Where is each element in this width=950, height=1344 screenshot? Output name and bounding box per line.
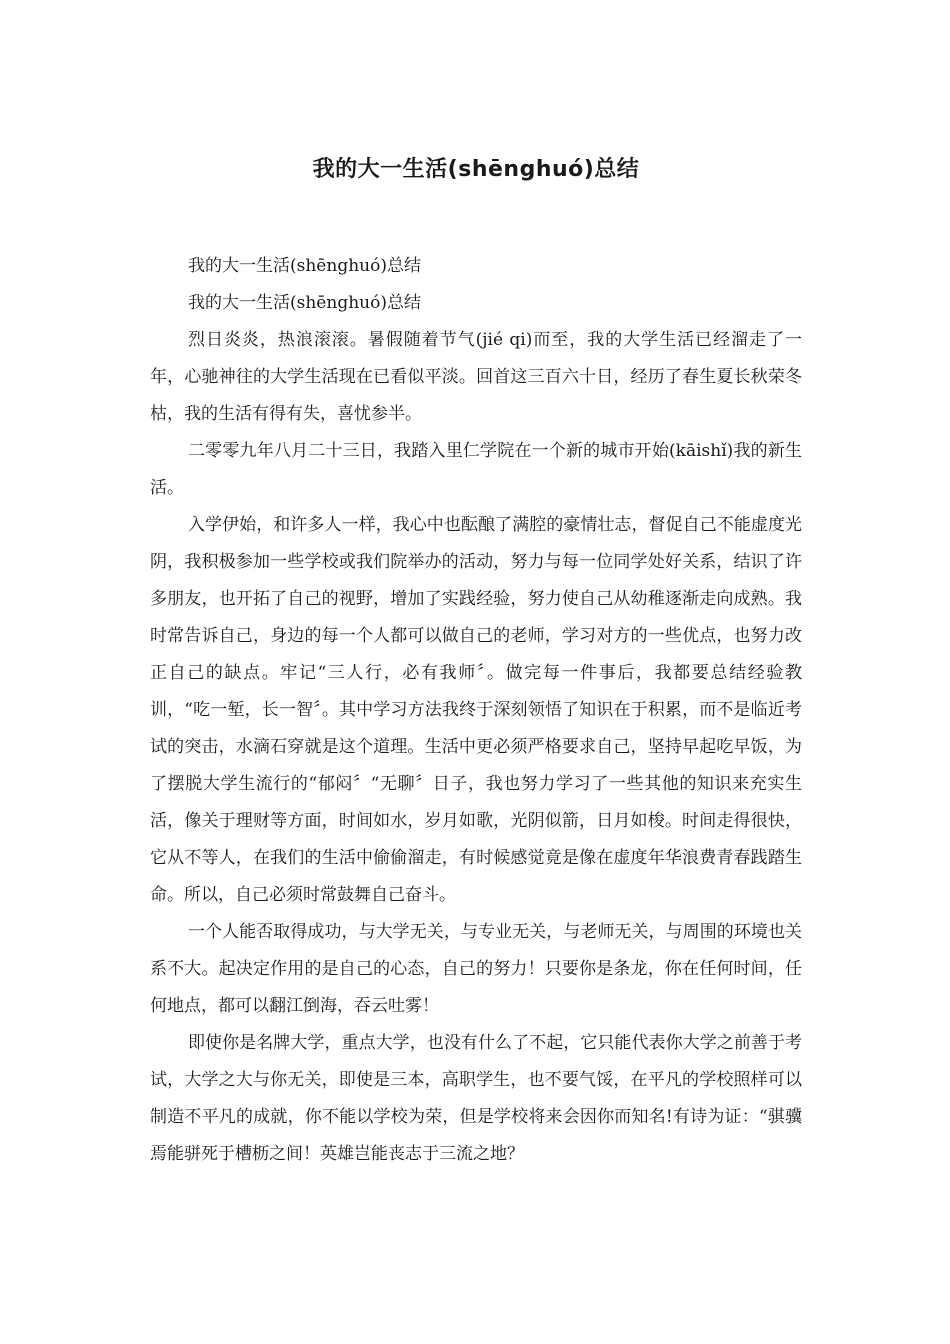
paragraph-arrival: 二零零九年八月二十三日，我踏入里仁学院在一个新的城市开始(kāishǐ)我的新生活。 [150, 441, 802, 498]
paragraph-subtitle-1: 我的大一生活(shēnghuó)总结 [188, 256, 421, 276]
paragraph-success: 一个人能否取得成功，与大学无关，与专业无关，与老师无关，与周围的环境也关系不大。起决定作用的是自己的心态，自己的努力！只要你是条龙，你在任何时间，任何地点，都可以翻江倒海，吞云吐雾！ [150, 922, 802, 1016]
paragraph-subtitle-2: 我的大一生活(shēnghuó)总结 [188, 293, 421, 313]
paragraph-intro: 烈日炎炎，热浪滚滚。暑假随着节气(jié qi)而至，我的大学生活已经溜走了一年，心驰神往的大学生活现在已看似平淡。回首这三百六十日，经历了春生夏长秋荣冬枯，我的生活有得有失，喜忧参半。 [150, 330, 802, 424]
paragraph-school-reputation: 即使你是名牌大学，重点大学，也没有什么了不起，它只能代表你大学之前善于考试，大学之大与你无关，即使是三本，高职学生，也不要气馁，在平凡的学校照样可以制造不平凡的成就，你不能以学校为荣，但是学校将来会因你而知名!有诗为证：“骐骥焉能骈死于槽枥之间！英雄岂能丧志于三流之地？ [150, 1033, 802, 1164]
document-title: 我的大一生活(shēnghuó)总结 [312, 157, 640, 182]
document-body [150, 248, 802, 1173]
document-page [150, 148, 802, 1173]
paragraph-first-year-experience: 入学伊始，和许多人一样，我心中也酝酿了满腔的豪情壮志，督促自己不能虚度光阴，我积极参加一些学校或我们院举办的活动，努力与每一位同学处好关系，结识了许多朋友，也开拓了自己的视野，增加了实践经验，努力使自己从幼稚逐渐走向成熟。我时常告诉自己，身边的每一个人都可以做自己的老师，学习对方的一些优点，也努力改正自己的缺点。牢记“三人行，必有我师〞。做完每一件事后，我都要总结经验教训，“吃一堑，长一智〞。其中学习方法我终于深刻领悟了知识在于积累，而不是临近考试的突击，水滴石穿就是这个道理。生活中更必须严格要求自己，坚持早起吃早饭，为了摆脱大学生流行的“郁闷〞“无聊〞日子，我也努力学习了一些其他的知识来充实生活，像关于理财等方面，时间如水，岁月如歌，光阴似箭，日月如梭。时间走得很快，它从不等人，在我们的生活中偷偷溜走，有时候感觉竟是像在虚度年华浪费青春践踏生命。所以，自己必须时常鼓舞自己奋斗。 [150, 515, 802, 905]
